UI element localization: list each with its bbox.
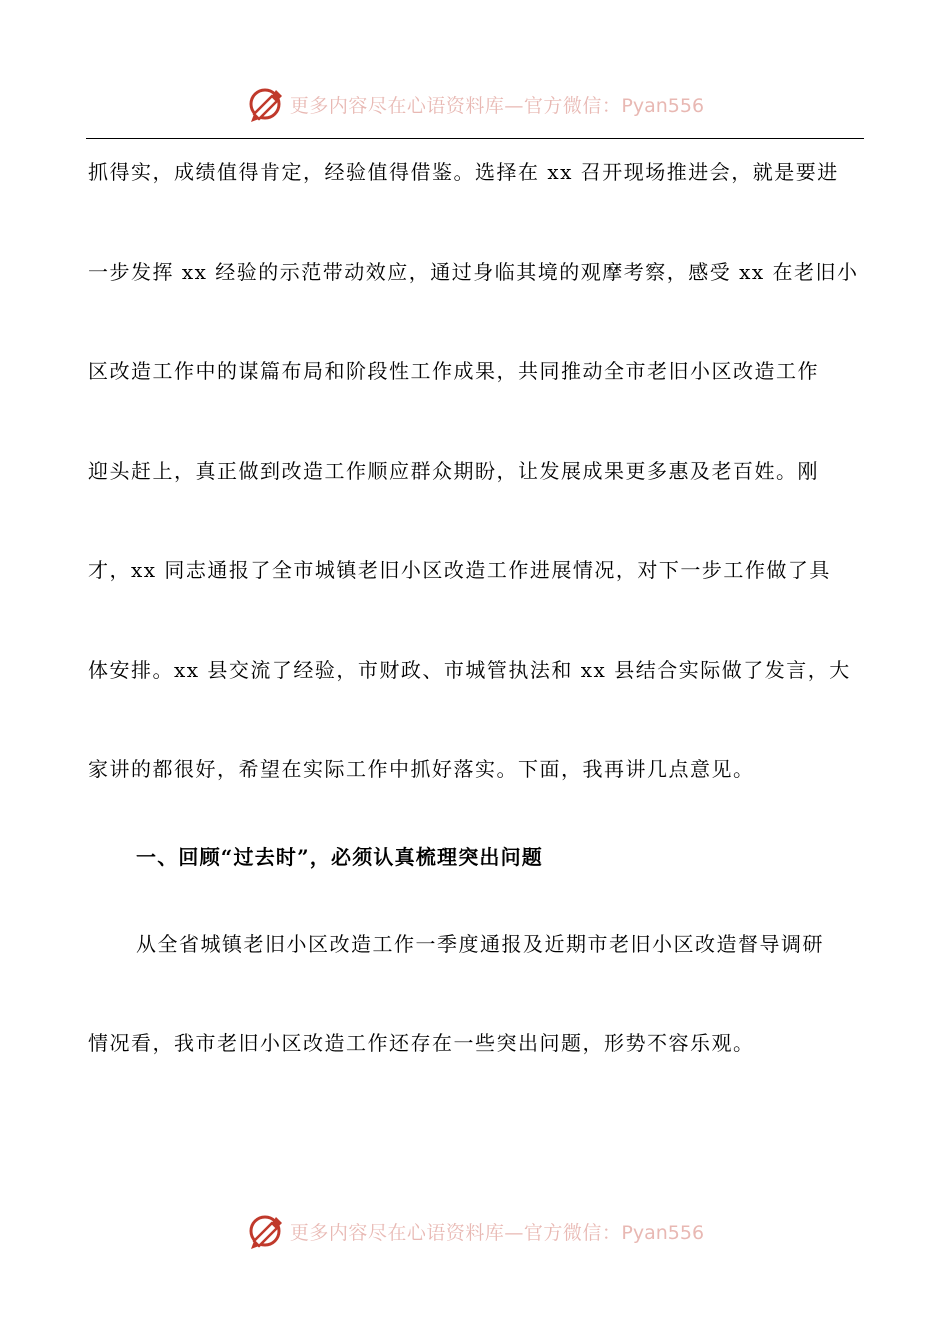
pen-logo-icon [246,1211,286,1251]
watermark-wechat-id: Pyan556 [621,1221,705,1244]
section-heading: 一、回顾“过去时”，必须认真梳理突出问题 [136,845,544,869]
body-line-1: 抓得实，成绩值得肯定，经验值得借鉴。选择在 xx 召开现场推进会，就是要进 [88,160,839,184]
watermark-text: 更多内容尽在心语资料库—官方微信：Pyan556 [289,94,705,117]
body-line-6: 体安排。xx 县交流了经验，市财政、市城管执法和 xx 县结合实际做了发言，大 [88,658,851,682]
header-watermark [0,84,950,124]
footer-watermark [0,1211,950,1251]
paragraph2-line-1: 从全省城镇老旧小区改造工作一季度通报及近期市老旧小区改造督导调研 [136,932,824,956]
pen-logo-icon [246,84,286,124]
body-line-4: 迎头赶上，真正做到改造工作顺应群众期盼，让发展成果更多惠及老百姓。刚 [88,459,819,483]
watermark-text: 更多内容尽在心语资料库—官方微信：Pyan556 [289,1221,705,1244]
watermark-wechat-id: Pyan556 [621,94,705,117]
body-line-5: 才，xx 同志通报了全市城镇老旧小区改造工作进展情况，对下一步工作做了具 [88,558,831,582]
header-divider [86,138,864,139]
paragraph2-line-2: 情况看，我市老旧小区改造工作还存在一些突出问题，形势不容乐观。 [88,1031,755,1055]
body-line-7: 家讲的都很好，希望在实际工作中抓好落实。下面，我再讲几点意见。 [88,757,755,781]
body-line-2: 一步发挥 xx 经验的示范带动效应，通过身临其境的观摩考察，感受 xx 在老旧小 [88,260,859,284]
body-line-3: 区改造工作中的谋篇布局和阶段性工作成果，共同推动全市老旧小区改造工作 [88,359,819,383]
